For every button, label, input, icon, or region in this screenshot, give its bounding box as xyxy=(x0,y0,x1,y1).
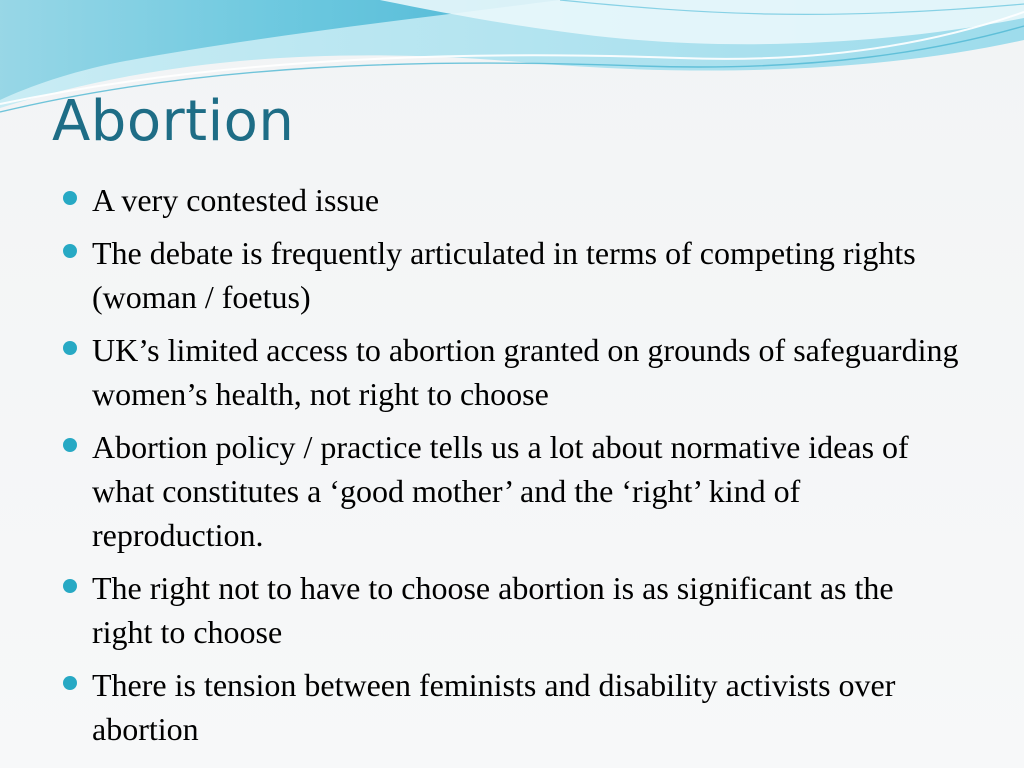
bullet-dot-icon xyxy=(63,676,77,690)
bullet-text: The debate is frequently articulated in terms of competing rights (woman / foetus) xyxy=(92,235,916,315)
bullet-item xyxy=(60,178,960,222)
bullet-item xyxy=(60,663,960,751)
bullet-item xyxy=(60,231,960,319)
bullet-dot-icon xyxy=(63,244,77,258)
bullet-item xyxy=(60,566,960,654)
bullet-text: A very contested issue xyxy=(92,182,380,218)
bullet-text: Abortion policy / practice tells us a lot about normative ideas of what constitutes a ‘good mother’ and the ‘right’ kind of reproduction. xyxy=(92,429,909,553)
bullet-dot-icon xyxy=(63,579,77,593)
bullet-dot-icon xyxy=(63,438,77,452)
slide-title: Abortion xyxy=(52,89,295,154)
bullet-dot-icon xyxy=(63,341,77,355)
bullet-list xyxy=(60,178,960,760)
bullet-item xyxy=(60,425,960,557)
bullet-item xyxy=(60,328,960,416)
bullet-text: There is tension between feminists and disability activists over abortion xyxy=(92,667,896,747)
bullet-dot-icon xyxy=(63,191,77,205)
bullet-text: UK’s limited access to abortion granted on grounds of safeguarding women’s health, not right to choose xyxy=(92,332,959,412)
bullet-text: The right not to have to choose abortion is as significant as the right to choose xyxy=(92,570,894,650)
